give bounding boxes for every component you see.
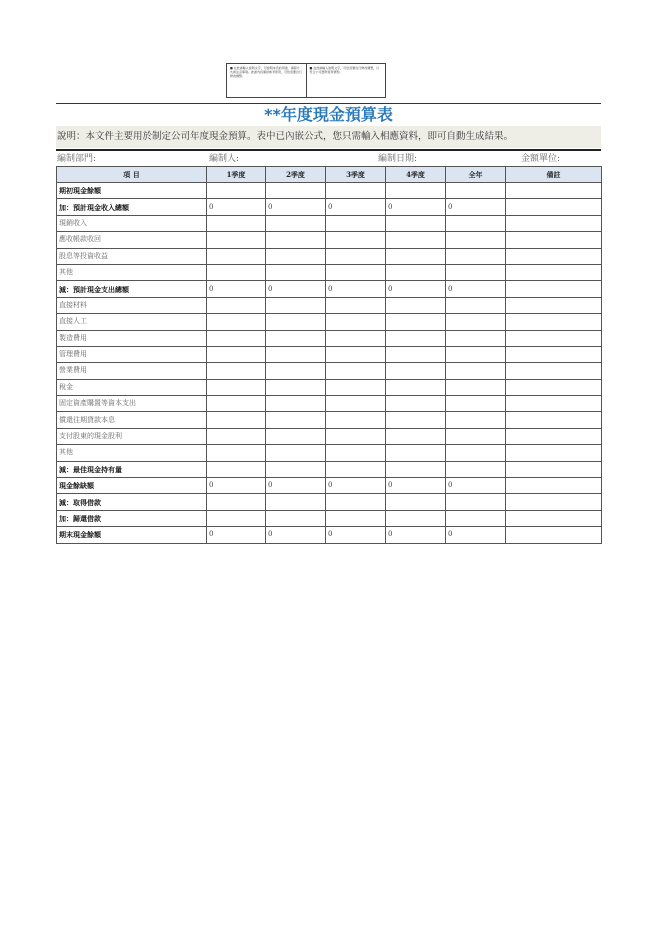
- cell-remark[interactable]: [506, 232, 602, 248]
- cell-q1[interactable]: [207, 248, 266, 264]
- cell-year[interactable]: 0: [446, 281, 506, 297]
- cell-q4[interactable]: [386, 379, 446, 395]
- cell-q3[interactable]: [326, 445, 386, 461]
- cell-q2[interactable]: [266, 379, 326, 395]
- cell-q4[interactable]: 0: [386, 527, 446, 543]
- cell-remark[interactable]: [506, 199, 602, 215]
- cell-q4[interactable]: [386, 183, 446, 199]
- cell-q3[interactable]: 0: [326, 281, 386, 297]
- header-item: 項 目: [57, 167, 207, 183]
- cell-remark[interactable]: [506, 428, 602, 444]
- cell-remark[interactable]: [506, 330, 602, 346]
- cell-q4[interactable]: [386, 232, 446, 248]
- table-row: [57, 183, 602, 199]
- cell-q1[interactable]: 0: [207, 199, 266, 215]
- cell-q4[interactable]: [386, 248, 446, 264]
- cell-q3[interactable]: 0: [326, 199, 386, 215]
- row-label: 固定資產購置等資本支出: [57, 396, 207, 412]
- description-bar: 說明：本文件主要用於制定公司年度現金預算。表中已內嵌公式，您只需輸入相應資料，即可自動生成結果。: [56, 126, 601, 148]
- cell-remark[interactable]: [506, 396, 602, 412]
- row-label: 減：預計現金支出總額: [57, 281, 207, 297]
- row-label: 直接材料: [57, 297, 207, 313]
- cell-q1[interactable]: [207, 232, 266, 248]
- cell-q2[interactable]: [266, 264, 326, 280]
- cell-year[interactable]: [446, 363, 506, 379]
- cell-q4[interactable]: [386, 330, 446, 346]
- cell-year[interactable]: 0: [446, 199, 506, 215]
- cell-year[interactable]: [446, 297, 506, 313]
- table-row: [57, 510, 602, 526]
- row-label: 加：預計現金收入總額: [57, 199, 207, 215]
- cell-q3[interactable]: [326, 297, 386, 313]
- table-row: [57, 445, 602, 461]
- cell-q2[interactable]: [266, 494, 326, 510]
- table-row: [57, 314, 602, 330]
- cell-q4[interactable]: 0: [386, 281, 446, 297]
- cell-q4[interactable]: [386, 363, 446, 379]
- cell-q1[interactable]: 0: [207, 527, 266, 543]
- table-row: [57, 461, 602, 477]
- row-label: 加：歸還借款: [57, 510, 207, 526]
- header-q4: 4季度: [386, 167, 446, 183]
- row-label: 現金餘缺額: [57, 478, 207, 494]
- table-row: [57, 297, 602, 313]
- row-label: 直接人工: [57, 314, 207, 330]
- cell-q3[interactable]: [326, 412, 386, 428]
- cell-year[interactable]: [446, 412, 506, 428]
- table-row: [57, 215, 602, 231]
- cell-q1[interactable]: [207, 379, 266, 395]
- cell-q1[interactable]: 0: [207, 478, 266, 494]
- cash-budget-table: [56, 166, 602, 544]
- cell-q4[interactable]: [386, 428, 446, 444]
- cell-q1[interactable]: 0: [207, 281, 266, 297]
- cell-q3[interactable]: 0: [326, 527, 386, 543]
- cell-year[interactable]: [446, 510, 506, 526]
- cell-q3[interactable]: [326, 363, 386, 379]
- row-label: 其他: [57, 264, 207, 280]
- table-row: [57, 379, 602, 395]
- cell-q1[interactable]: [207, 346, 266, 362]
- row-label: 期初現金餘額: [57, 183, 207, 199]
- cell-q1[interactable]: [207, 510, 266, 526]
- cell-q3[interactable]: [326, 461, 386, 477]
- cell-year[interactable]: 0: [446, 478, 506, 494]
- cell-q1[interactable]: [207, 363, 266, 379]
- cell-q1[interactable]: [207, 428, 266, 444]
- row-label: 應收帳款收回: [57, 232, 207, 248]
- cell-year[interactable]: [446, 379, 506, 395]
- cell-q4[interactable]: 0: [386, 199, 446, 215]
- cell-year[interactable]: [446, 428, 506, 444]
- cell-q2[interactable]: [266, 363, 326, 379]
- header-remark: 備註: [506, 167, 602, 183]
- cell-q1[interactable]: [207, 461, 266, 477]
- cell-q4[interactable]: [386, 264, 446, 280]
- cell-q3[interactable]: 0: [326, 478, 386, 494]
- cell-q3[interactable]: [326, 428, 386, 444]
- table-row: [57, 248, 602, 264]
- cell-q4[interactable]: [386, 494, 446, 510]
- cell-q2[interactable]: [266, 330, 326, 346]
- table-row: [57, 363, 602, 379]
- row-label: 股息等投資收益: [57, 248, 207, 264]
- row-label: 營業費用: [57, 363, 207, 379]
- cell-q3[interactable]: [326, 264, 386, 280]
- cell-q1[interactable]: [207, 264, 266, 280]
- cell-remark[interactable]: [506, 445, 602, 461]
- date-label: 編制日期:: [378, 154, 418, 164]
- cell-q2[interactable]: 0: [266, 527, 326, 543]
- cell-remark[interactable]: [506, 478, 602, 494]
- cell-q4[interactable]: [386, 396, 446, 412]
- table-row: [57, 412, 602, 428]
- cell-q2[interactable]: [266, 461, 326, 477]
- table-header-row: [57, 167, 602, 183]
- cell-q1[interactable]: [207, 215, 266, 231]
- cell-remark[interactable]: [506, 346, 602, 362]
- cell-year[interactable]: [446, 215, 506, 231]
- row-label: 償還往期貸款本息: [57, 412, 207, 428]
- cell-year[interactable]: 0: [446, 527, 506, 543]
- row-label: 其他: [57, 445, 207, 461]
- cell-remark[interactable]: [506, 281, 602, 297]
- cell-q1[interactable]: [207, 494, 266, 510]
- cell-q4[interactable]: [386, 445, 446, 461]
- cell-q3[interactable]: [326, 346, 386, 362]
- instruction-notes: [226, 63, 386, 98]
- note-box-2: ■ 在此處輸入說明文字，可依需要自行修改調整，以符合公司實際使用情形。: [306, 64, 386, 97]
- cell-q2[interactable]: [266, 314, 326, 330]
- cell-q3[interactable]: [326, 510, 386, 526]
- cell-q3[interactable]: [326, 494, 386, 510]
- cell-remark[interactable]: [506, 527, 602, 543]
- row-label: 製造費用: [57, 330, 207, 346]
- cell-remark[interactable]: [506, 215, 602, 231]
- cell-year[interactable]: [446, 494, 506, 510]
- cell-q2[interactable]: 0: [266, 478, 326, 494]
- cell-q1[interactable]: [207, 396, 266, 412]
- cell-q2[interactable]: [266, 248, 326, 264]
- cell-q4[interactable]: [386, 461, 446, 477]
- cell-remark[interactable]: [506, 510, 602, 526]
- cell-remark[interactable]: [506, 494, 602, 510]
- cell-remark[interactable]: [506, 248, 602, 264]
- cell-year[interactable]: [446, 396, 506, 412]
- cell-q1[interactable]: [207, 445, 266, 461]
- cell-remark[interactable]: [506, 314, 602, 330]
- row-label: 期末現金餘額: [57, 527, 207, 543]
- cell-q1[interactable]: [207, 297, 266, 313]
- cell-q2[interactable]: [266, 412, 326, 428]
- header-year: 全年: [446, 167, 506, 183]
- cell-q2[interactable]: [266, 445, 326, 461]
- row-label: 減：最佳現金持有量: [57, 461, 207, 477]
- cell-q4[interactable]: [386, 297, 446, 313]
- cell-q2[interactable]: 0: [266, 281, 326, 297]
- cell-q2[interactable]: [266, 396, 326, 412]
- header-q1: 1季度: [207, 167, 266, 183]
- table-row: [57, 494, 602, 510]
- cell-q2[interactable]: [266, 297, 326, 313]
- table-row: [57, 527, 602, 543]
- table-row: [57, 232, 602, 248]
- preparer-label: 編制人:: [209, 154, 240, 164]
- header-q3: 3季度: [326, 167, 386, 183]
- cell-remark[interactable]: [506, 363, 602, 379]
- cell-remark[interactable]: [506, 379, 602, 395]
- cell-q3[interactable]: [326, 232, 386, 248]
- table-row: [57, 264, 602, 280]
- row-label: 支付股東的現金股利: [57, 428, 207, 444]
- cell-year[interactable]: [446, 445, 506, 461]
- cell-year[interactable]: [446, 314, 506, 330]
- section-divider: [56, 149, 601, 151]
- unit-label: 金額單位:: [521, 154, 561, 164]
- header-q2: 2季度: [266, 167, 326, 183]
- cell-q2[interactable]: [266, 183, 326, 199]
- cell-remark[interactable]: [506, 297, 602, 313]
- table-row: [57, 428, 602, 444]
- cell-year[interactable]: [446, 330, 506, 346]
- cell-q3[interactable]: [326, 183, 386, 199]
- cell-year[interactable]: [446, 264, 506, 280]
- table-row: [57, 346, 602, 362]
- cell-remark[interactable]: [506, 461, 602, 477]
- cell-q2[interactable]: [266, 428, 326, 444]
- cell-q3[interactable]: [326, 396, 386, 412]
- table-row: [57, 478, 602, 494]
- table-row: [57, 330, 602, 346]
- note-box-1: ■ 在此處輸入說明文字，可說明本表的用途、填寫方式或注意事項。此處內容僅供參考使用，可依需要自行修改調整。: [230, 66, 303, 78]
- row-label: 稅金: [57, 379, 207, 395]
- cell-remark[interactable]: [506, 183, 602, 199]
- cell-q3[interactable]: [326, 215, 386, 231]
- cell-q3[interactable]: [326, 314, 386, 330]
- cell-q4[interactable]: [386, 510, 446, 526]
- cell-year[interactable]: [446, 461, 506, 477]
- page-title: **年度現金預算表: [264, 105, 393, 124]
- cell-q2[interactable]: [266, 232, 326, 248]
- cell-q1[interactable]: [207, 314, 266, 330]
- cell-remark[interactable]: [506, 264, 602, 280]
- cell-q1[interactable]: [207, 330, 266, 346]
- cell-q4[interactable]: 0: [386, 478, 446, 494]
- dept-label: 編制部門:: [57, 154, 97, 164]
- cell-q4[interactable]: [386, 412, 446, 428]
- cell-year[interactable]: [446, 248, 506, 264]
- cell-q4[interactable]: [386, 314, 446, 330]
- cell-year[interactable]: [446, 183, 506, 199]
- table-row: [57, 396, 602, 412]
- cell-q3[interactable]: [326, 379, 386, 395]
- cell-q2[interactable]: [266, 346, 326, 362]
- cell-q4[interactable]: [386, 215, 446, 231]
- cell-year[interactable]: [446, 346, 506, 362]
- row-label: 現銷收入: [57, 215, 207, 231]
- cell-q4[interactable]: [386, 346, 446, 362]
- cell-q1[interactable]: [207, 412, 266, 428]
- cell-year[interactable]: [446, 232, 506, 248]
- table-row: [57, 281, 602, 297]
- cell-q2[interactable]: [266, 215, 326, 231]
- cell-q3[interactable]: [326, 330, 386, 346]
- cell-q1[interactable]: [207, 183, 266, 199]
- row-label: 管理費用: [57, 346, 207, 362]
- table-row: [57, 199, 602, 215]
- cell-q2[interactable]: [266, 510, 326, 526]
- cell-remark[interactable]: [506, 412, 602, 428]
- cell-q2[interactable]: 0: [266, 199, 326, 215]
- cell-q3[interactable]: [326, 248, 386, 264]
- row-label: 減：取得借款: [57, 494, 207, 510]
